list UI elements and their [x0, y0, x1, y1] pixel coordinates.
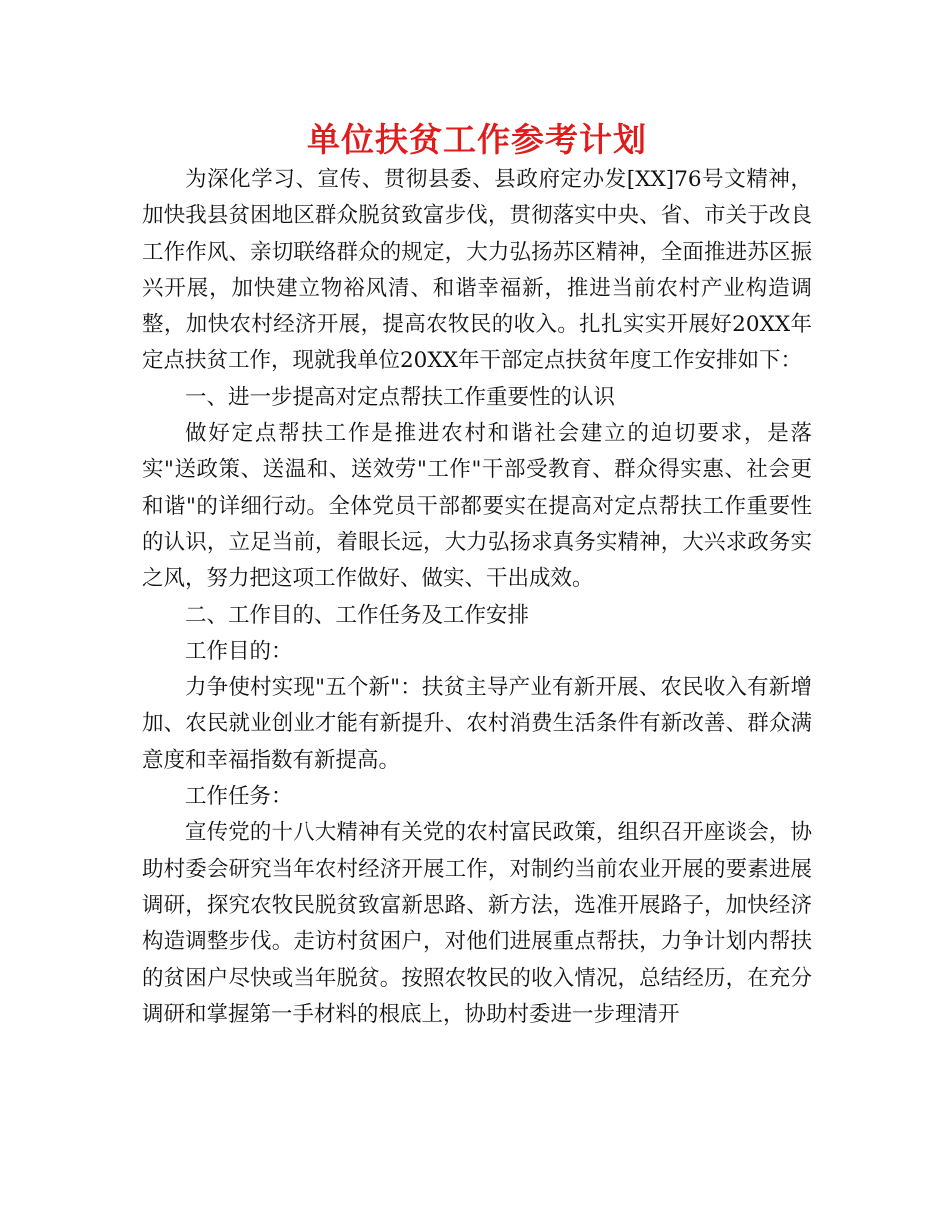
- document-body: [142, 162, 812, 1033]
- section-heading-2: 二、工作目的、工作任务及工作安排: [185, 602, 530, 628]
- document-page: [142, 118, 812, 1033]
- paragraph-goal: 力争使村实现"五个新"：扶贫主导产业有新开展、农民收入有新增加、农民就业创业才能有新提升、农村消费生活条件有新改善、群众满意度和幸福指数有新提高。: [142, 675, 812, 773]
- paragraph-tasks: 宣传党的十八大精神有关党的农村富民政策，组织召开座谈会，协助村委会研究当年农村经济开展工作，对制约当前农业开展的要素进展调研，探究农牧民脱贫致富新思路、新方法，选准开展路子，加快经济构造调整步伐。走访村贫困户，对他们进展重点帮扶，力争计划内帮扶的贫困户尽快或当年脱贫。按照农牧民的收入情况，总结经历，在充分调研和掌握第一手材料的根底上，协助村委进一步理清开: [142, 820, 812, 1027]
- document-title: 单位扶贫工作参考计划: [307, 120, 647, 159]
- paragraph-intro: 为深化学习、宣传、贯彻县委、县政府定办发[XX]76号文精神，加快我县贫困地区群众脱贫致富步伐，贯彻落实中央、省、市关于改良工作作风、亲切联络群众的规定，大力弘扬苏区精神，全面推进苏区振兴开展，加快建立物裕风清、和谐幸福新，推进当前农村产业构造调整，加快农村经济开展，提高农牧民的收入。扎扎实实开展好20XX年定点扶贫工作，现就我单位20XX年干部定点扶贫年度工作安排如下：: [142, 167, 812, 374]
- subheading-goal: 工作目的：: [185, 638, 293, 664]
- subheading-tasks: 工作任务：: [185, 784, 293, 810]
- section-heading-1: 一、进一步提高对定点帮扶工作重要性的认识: [185, 384, 616, 410]
- paragraph-section-1: 做好定点帮扶工作是推进农村和谐社会建立的迫切要求，是落实"送政策、送温和、送效劳"工作"干部受教育、群众得实惠、社会更和谐"的详细行动。全体党员干部都要实在提高对定点帮扶工作重要性的认识，立足当前，着眼长远，大力弘扬求真务实精神，大兴求政务实之风，努力把这项工作做好、做实、干出成效。: [142, 421, 812, 592]
